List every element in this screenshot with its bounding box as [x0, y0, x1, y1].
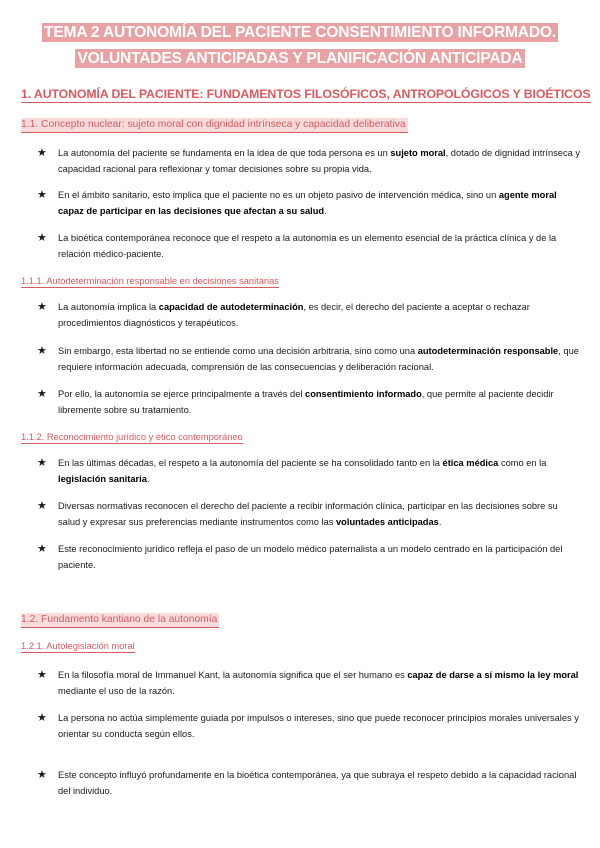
bullet-text: Este reconocimiento jurídico refleja el paso de un modelo médico paternalista a un modelo centrado en la participación del paciente.: [58, 544, 563, 570]
bullet-item: [37, 343, 582, 375]
star-bullet-icon: ★: [37, 232, 47, 244]
bullet-item: [37, 710, 582, 742]
bullet-item: [37, 386, 582, 418]
section-1-2-heading: 1.2. Fundamento kantiano de la autonomía: [21, 613, 219, 628]
section-1-1-heading: 1.1. Concepto nuclear: sujeto moral con dignidad intrínseca y capacidad deliberativa: [21, 118, 408, 133]
star-bullet-icon: ★: [37, 543, 47, 555]
bullet-text: Por ello, la autonomía se ejerce principalmente a través del consentimiento informado, que permite al paciente decidir libremente sobre su tratamiento.: [58, 389, 554, 415]
bullet-item: [37, 187, 582, 219]
bullet-item: [37, 498, 582, 530]
star-bullet-icon: ★: [37, 388, 47, 400]
star-bullet-icon: ★: [37, 457, 47, 469]
bullet-item: [37, 455, 582, 487]
bullet-text: Sin embargo, esta libertad no se entiende como una decisión arbitraria, sino como una autodeterminación responsable, que requiere información adecuada, comprensión de las consecuencias y deliberación racional.: [58, 346, 579, 372]
star-bullet-icon: ★: [37, 712, 47, 724]
section-1-2-1-heading: 1.2.1. Autolegislación moral: [21, 641, 135, 651]
title-line-1: TEMA 2 AUTONOMÍA DEL PACIENTE CONSENTIMIENTO INFORMADO.: [44, 24, 556, 41]
star-bullet-icon: ★: [37, 669, 47, 681]
star-bullet-icon: ★: [37, 345, 47, 357]
section-1-heading: 1. AUTONOMÍA DEL PACIENTE: FUNDAMENTOS FILOSÓFICOS, ANTROPOLÓGICOS Y BIOÉTICOS: [21, 87, 591, 101]
bullet-text: En el ámbito sanitario, esto implica que el paciente no es un objeto pasivo de intervención médica, sino un agente moral capaz de participar en las decisiones que afectan a su salud.: [58, 190, 557, 216]
bullet-text: En la filosofía moral de Immanuel Kant, la autonomía significa que el ser humano es capaz de darse a sí mismo la ley moral mediante el uso de la razón.: [58, 670, 579, 696]
bullet-item: [37, 767, 582, 799]
document-title: [0, 20, 600, 72]
bullet-text: La autonomía implica la capacidad de autodeterminación, es decir, el derecho del paciente a aceptar o rechazar procedimientos diagnósticos y terapéuticos.: [58, 302, 530, 328]
bullet-item: [37, 299, 582, 331]
bullet-item: [37, 230, 582, 262]
bullet-item: [37, 541, 582, 573]
star-bullet-icon: ★: [37, 500, 47, 512]
bullet-text: En las últimas décadas, el respeto a la autonomía del paciente se ha consolidado tanto en la ética médica como en la legislación sanitaria.: [58, 458, 547, 484]
star-bullet-icon: ★: [37, 769, 47, 781]
bullet-text: La bioética contemporánea reconoce que el respeto a la autonomía es un elemento esencial de la práctica clínica y de la relación médico-paciente.: [58, 233, 557, 259]
title-line-2: VOLUNTADES ANTICIPADAS Y PLANIFICACIÓN ANTICIPADA: [77, 50, 523, 67]
bullet-text: Este concepto influyó profundamente en la bioética contemporánea, ya que subraya el respeto debido a la capacidad racional del individuo.: [58, 770, 577, 796]
bullet-text: La autonomía del paciente se fundamenta en la idea de que toda persona es un sujeto moral, dotado de dignidad intrínseca y capacidad racional para reflexionar y tomar decisiones sobre su propia vida.: [58, 148, 581, 174]
bullet-text: La persona no actúa simplemente guiada por impulsos o intereses, sino que puede reconocer principios morales universales y orientar su conducta según ellos.: [58, 713, 579, 739]
bullet-item: [37, 145, 582, 177]
bullet-item: [37, 667, 582, 699]
star-bullet-icon: ★: [37, 189, 47, 201]
star-bullet-icon: ★: [37, 147, 47, 159]
bullet-text: Diversas normativas reconocen el derecho del paciente a recibir información clínica, participar en las decisiones sobre su salud y expresar sus preferencias mediante instrumentos como las voluntades anticipadas.: [58, 501, 558, 527]
star-bullet-icon: ★: [37, 301, 47, 313]
section-1-1-1-heading: 1.1.1. Autodeterminación responsable en decisiones sanitarias: [21, 276, 279, 286]
section-1-1-2-heading: 1.1.2. Reconocimiento jurídico y ético contemporáneo: [21, 432, 243, 442]
